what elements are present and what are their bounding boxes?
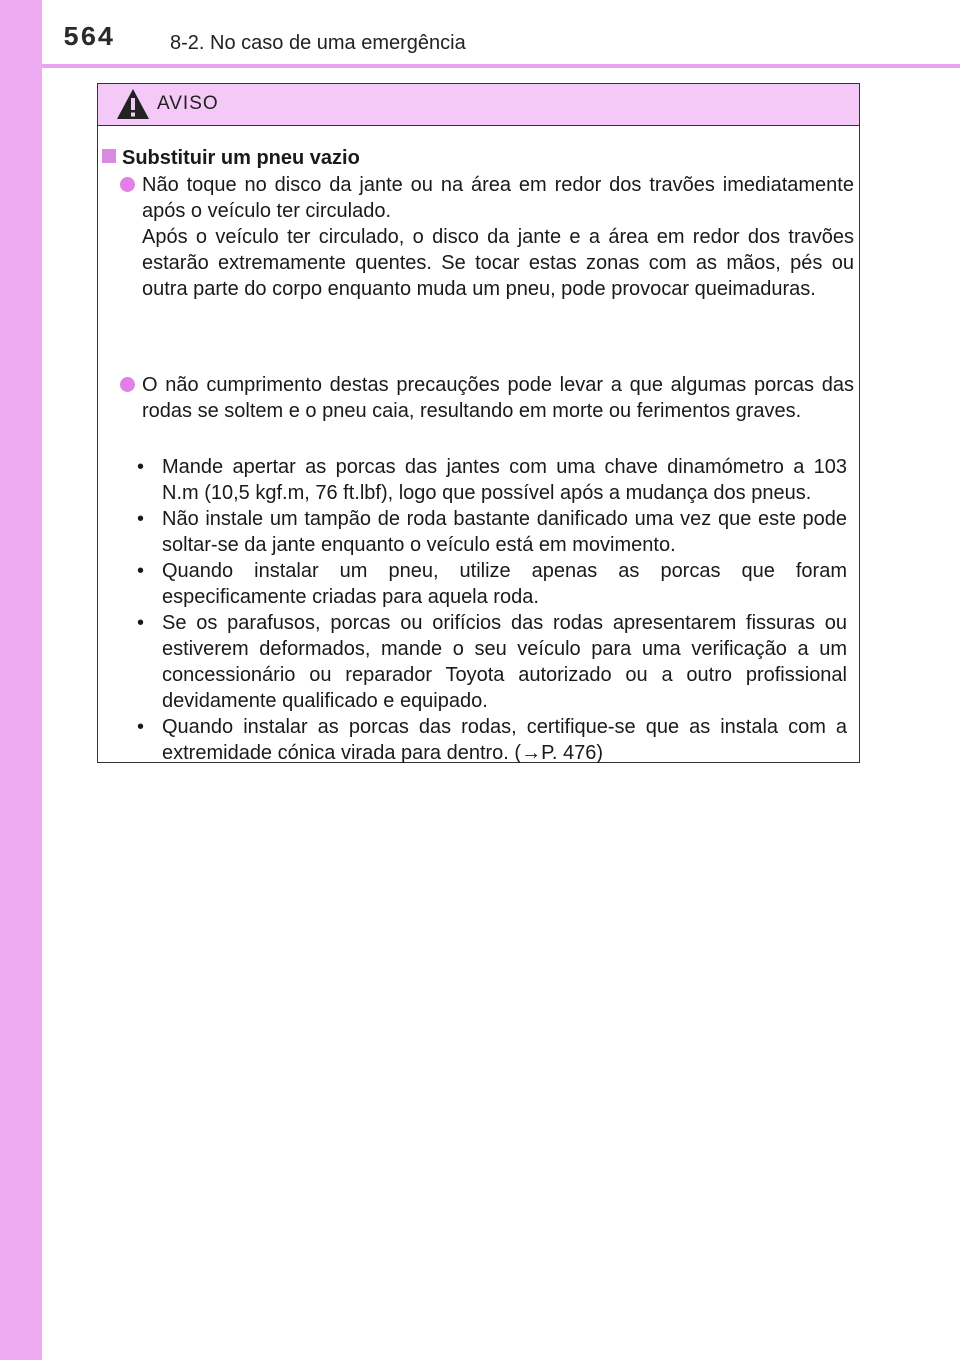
list-item: • Não instale um tampão de roda bastante danificado uma vez que este pode soltar-se da jante enquanto o veículo está em movimento. (137, 508, 847, 556)
list-item (120, 172, 854, 302)
page-number: 564 (63, 24, 115, 54)
section-title: 8-2. No caso de uma emergência (170, 32, 466, 54)
bullet-list (128, 454, 847, 766)
warning-heading-text: Substituir um pneu vazio (122, 147, 360, 169)
list-item (120, 372, 854, 424)
item-text: O não cumprimento destas precauções pode levar a que algumas porcas das rodas se soltem e o pneu caia, resultando em morte ou ferimentos graves. (142, 374, 854, 422)
warning-heading (102, 145, 360, 171)
warning-header (98, 84, 859, 126)
square-bullet-icon (102, 149, 116, 163)
side-color-band (0, 0, 42, 1360)
item-text: Após o veículo ter circulado, o disco da jante e a área em redor dos travões estarão extremamente quentes. Se tocar estas zonas com as mãos, pés ou outra parte do corpo enquanto muda um pneu, pode provocar queimaduras. (142, 226, 854, 300)
list-item: • Quando instalar as porcas das rodas, certifique-se que as instala com a extremidade cónica virada para dentro. (→P. 476) (137, 716, 847, 764)
warning-triangle-icon (116, 88, 150, 120)
warning-label: AVISO (157, 93, 219, 114)
list-item: • Se os parafusos, porcas ou orifícios das rodas apresentarem fissuras ou estiverem deformados, mande o seu veículo para uma verificação a um concessionário ou reparador Toyota autorizado ou a outro profissional devidamente qualificado e equipado. (137, 612, 847, 712)
warning-box (97, 83, 860, 763)
list-item: • Mande apertar as porcas das jantes com uma chave dinamómetro a 103 N.m (10,5 kgf.m, 76 ft.lbf), logo que possível após a mudança dos pneus. (137, 456, 847, 504)
circle-bullet-icon (120, 377, 135, 392)
circle-bullet-icon (120, 177, 135, 192)
header-rule (42, 64, 960, 68)
list-item: • Quando instalar um pneu, utilize apenas as porcas que foram especificamente criadas para aquela roda. (137, 560, 847, 608)
item-text: Não toque no disco da jante ou na área em redor dos travões imediatamente após o veículo ter circulado. (142, 174, 854, 222)
